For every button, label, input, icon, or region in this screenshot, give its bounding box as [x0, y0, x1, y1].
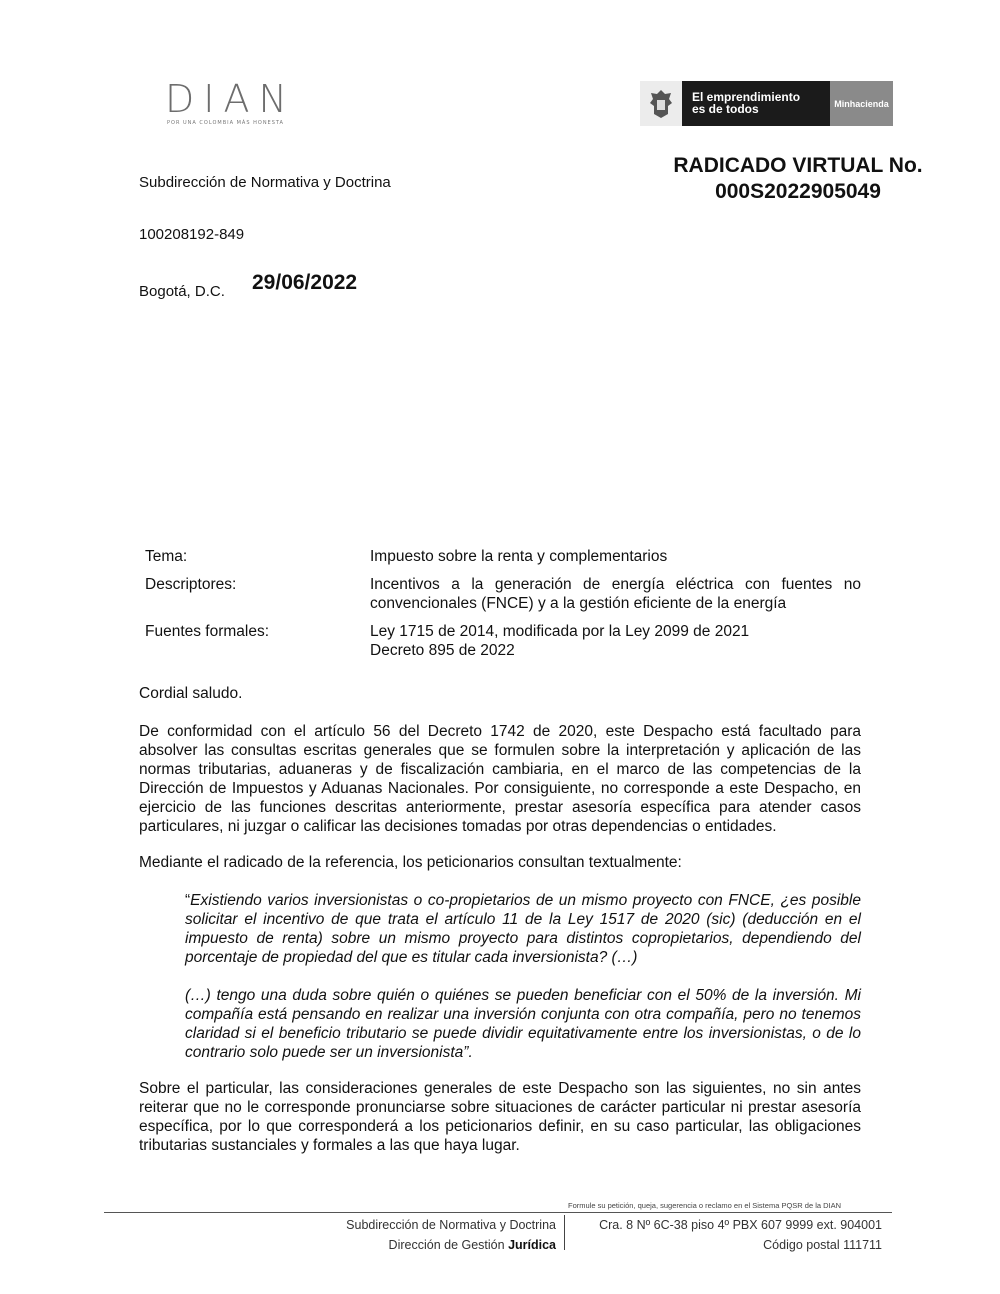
descriptores-value: Incentivos a la generación de energía eléctrica con fuentes no convencionales (FNCE) y a la gestión eficiente de la energía: [370, 576, 861, 612]
dian-logo: [165, 77, 325, 128]
radicado-line1: RADICADO VIRTUAL No.: [673, 154, 923, 177]
footer-address-line1: Cra. 8 Nº 6C-38 piso 4º PBX 607 9999 ext. 904001: [599, 1218, 882, 1232]
emprendimiento-line1: El emprendimiento: [692, 90, 801, 104]
minhacienda-logo: [640, 81, 893, 126]
fuentes-value: [370, 622, 861, 660]
fuentes-value-1: Ley 1715 de 2014, modificada por la Ley 2099 de 2021: [370, 623, 750, 640]
radicado-number: [648, 153, 948, 205]
footer-separator: [564, 1215, 565, 1250]
dian-tagline: POR UNA COLOMBIA MÁS HONESTA: [167, 120, 284, 126]
footer-office-line2-bold: Jurídica: [508, 1238, 556, 1252]
paragraph-considerations: Sobre el particular, las consideraciones generales de este Despacho son las siguientes, no sin antes reiterar que no le corresponde pronunciarse sobre situaciones de carácter particular ni prestar asesoría específica, por lo que corresponderá a los peticionarios definir, en su caso particular, las obligaciones tributarias sustanciales y formales a las que haya lugar.: [139, 1080, 861, 1154]
footer-address-line2: Código postal 111711: [763, 1238, 882, 1252]
radicado-line2: 000S2022905049: [715, 180, 881, 203]
descriptores-label: Descriptores:: [145, 576, 237, 593]
footer-office-line1: Subdirección de Normativa y Doctrina: [346, 1218, 556, 1232]
footer-address: [572, 1215, 882, 1255]
quote-question-1-text: Existiendo varios inversionistas o co-propietarios de un mismo proyecto con FNCE, ¿es posible solicitar el incentivo de que trata el artículo 11 de la Ley 1517 de 2020 (sic) (deducción en el impuesto de renta) sobre un mismo proyecto para distintos copropietarios, dependiendo del porcentaje de propiedad del que es titular cada inversionista? (…): [185, 892, 861, 966]
quote-question-1: [185, 891, 861, 967]
minhacienda-label: Minhacienda: [834, 98, 889, 109]
dependency-name: Subdirección de Normativa y Doctrina: [139, 174, 391, 191]
quote-open-mark: “: [185, 892, 191, 909]
reference-number: 100208192-849: [139, 226, 245, 243]
paragraph-consultation-intro: Mediante el radicado de la referencia, los peticionarios consultan textualmente:: [139, 854, 682, 871]
footer-pqsr-note: Formule su petición, queja, sugerencia o reclamo en el Sistema PQSR de la DIAN: [568, 1201, 842, 1210]
subject-table: [145, 547, 861, 669]
fuentes-label: Fuentes formales:: [145, 623, 270, 640]
footer-office-line2: [300, 1235, 556, 1255]
footer-divider: [104, 1212, 892, 1213]
paragraph-competence: De conformidad con el artículo 56 del Decreto 1742 de 2020, este Despacho está facultado para absolver las consultas escritas generales que se formulen sobre la interpretación y aplicación de las normas tributarias, aduaneras y de fiscalización cambiaria, en el marco de las competencias de la Dirección de Impuestos y Aduanas Nacionales. Por consiguiente, no corresponde a este Despacho, en ejercicio de las funciones descritas anteriormente, prestar asesoría específica para atender casos particulares, ni juzgar o calificar las decisiones tomadas por otras dependencias o entidades.: [139, 723, 861, 835]
fuentes-row: [145, 622, 861, 660]
city: Bogotá, D.C.: [139, 283, 225, 300]
tema-row: [145, 547, 861, 566]
quote-question-2: (…) tengo una duda sobre quién o quiénes se pueden beneficiar con el 50% de la inversión. Mi compañía está pensando en realizar una inversión conjunta con otra compañía, pero no tenemos claridad si el beneficio tributario se puede dividir equitativamente entre los inversionistas, o de lo contrario solo puede ser un inversionista”.: [185, 987, 861, 1061]
emprendimiento-line2: es de todos: [692, 102, 759, 116]
footer-office-line2-prefix: Dirección de Gestión: [388, 1238, 509, 1252]
greeting: Cordial saludo.: [139, 685, 243, 702]
tema-value: Impuesto sobre la renta y complementarios: [370, 548, 668, 565]
tema-label: Tema:: [145, 548, 188, 565]
fuentes-value-2: Decreto 895 de 2022: [370, 642, 515, 659]
descriptores-row: [145, 575, 861, 613]
coat-of-arms-icon: [640, 81, 682, 126]
dian-logo-text: DIAN: [165, 77, 296, 121]
letter-date: 29/06/2022: [252, 271, 358, 294]
emprendimiento-badge: [682, 81, 830, 126]
minhacienda-badge: [830, 81, 893, 126]
footer-office: [300, 1215, 556, 1255]
